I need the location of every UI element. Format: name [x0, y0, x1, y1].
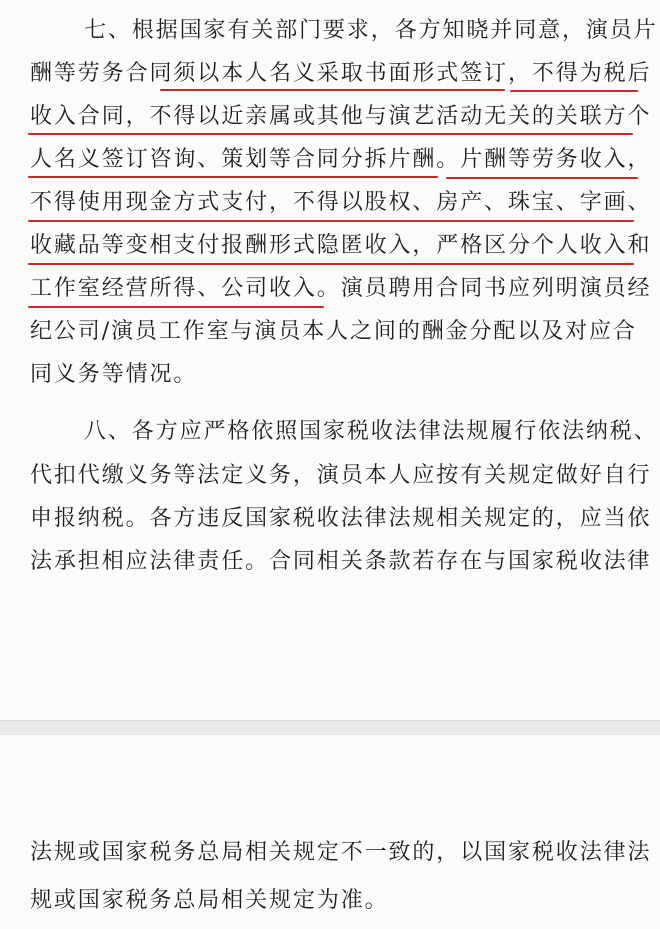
highlight-underline — [28, 133, 633, 135]
page-divider — [0, 720, 660, 736]
text-line: 申报纳税。各方违反国家税收法律法规相关规定的，应当依 — [30, 506, 652, 531]
text-line: 不得使用现金方式支付，不得以股权、房产、珠宝、字画、 — [30, 190, 652, 215]
text-line: 法规或国家税务总局相关规定不一致的，以国家税收法律法 — [30, 840, 652, 865]
document-page-bottom — [0, 735, 660, 929]
text-line: 七、根据国家有关部门要求，各方知晓并同意，演员片 — [84, 18, 658, 43]
text-line: 同义务等情况。 — [30, 362, 198, 387]
text-line: 收藏品等变相支付报酬形式隐匿收入，严格区分个人收入和 — [30, 233, 652, 258]
highlight-underline — [160, 89, 505, 91]
highlight-underline — [510, 90, 638, 92]
highlight-underline — [28, 263, 634, 265]
highlight-underline — [28, 306, 324, 308]
text-line: 规或国家税务总局相关规定为准。 — [30, 888, 389, 913]
text-line: 代扣代缴义务等法定义务，演员本人应按有关规定做好自行 — [30, 463, 652, 488]
text-line: 法承担相应法律责任。合同相关条款若存在与国家税收法律 — [30, 549, 652, 574]
text-line: 工作室经营所得、公司收入。演员聘用合同书应列明演员经 — [30, 276, 652, 301]
text-line: 人名义签订咨询、策划等合同分拆片酬。片酬等劳务收入， — [30, 147, 652, 172]
text-line: 纪公司/演员工作室与演员本人之间的酬金分配以及对应合 — [30, 319, 637, 344]
text-line: 收入合同，不得以近亲属或其他与演艺活动无关的关联方个 — [30, 104, 652, 129]
highlight-underline — [446, 177, 638, 179]
highlight-underline — [28, 176, 438, 178]
text-line: 酬等劳务合同须以本人名义采取书面形式签订，不得为税后 — [30, 61, 652, 86]
highlight-underline — [28, 220, 634, 222]
text-line: 八、各方应严格依照国家税收法律法规履行依法纳税、 — [84, 419, 658, 444]
